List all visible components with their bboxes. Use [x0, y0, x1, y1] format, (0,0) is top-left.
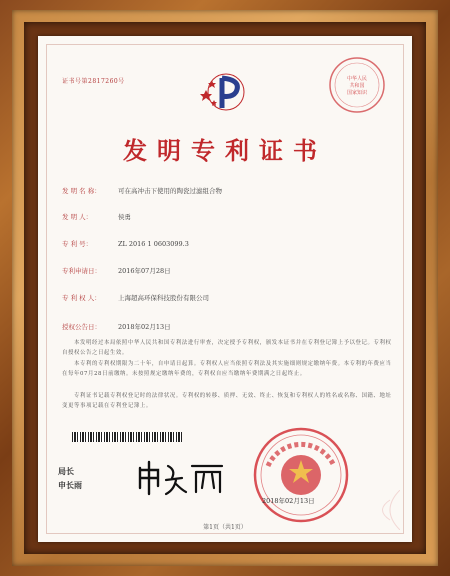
official-seal-small — [328, 56, 386, 114]
field-value: 2018年02月13日 — [118, 323, 171, 331]
field-patentee — [62, 293, 209, 302]
field-label: 授权公告日： — [62, 323, 101, 331]
handwritten-signature — [136, 458, 228, 498]
certificate-title: 发明专利证书 — [123, 136, 327, 165]
field-label: 专 利 权 人： — [62, 294, 101, 302]
field-value: 侯勇 — [118, 213, 131, 221]
field-value: 2016年07月28日 — [118, 267, 171, 275]
barcode — [72, 432, 182, 442]
field-value: 可在高冲击下使用的陶瓷过滤组合物 — [118, 187, 222, 195]
signatory-name: 申长雨 — [58, 480, 82, 490]
field-invention-name — [62, 186, 222, 195]
body-paragraph: 本专利的专利权期限为二十年，自申请日起算。专利权人应当依照专利法及其实施细则规定缴纳年费。本专利的年费应当在每年07月28日前缴纳。未按照规定缴纳年费的，专利权自应当缴纳年费期满之日起终止。 — [62, 361, 392, 377]
certificate-number: 证书号第2817260号 — [62, 78, 125, 85]
body-paragraph: 专利证书记载专利权登记时的法律状况。专利权的转移、质押、无效、终止、恢复和专利权人的姓名或名称、国籍、地址变更等事项记载在专利登记簿上。 — [62, 393, 392, 409]
field-value: 上海超高环保科技股份有限公司 — [118, 294, 209, 302]
field-value: ZL 2016 1 0603099.3 — [118, 240, 189, 248]
patent-office-logo — [196, 70, 254, 116]
field-patent-number — [62, 239, 189, 248]
issue-date: 2018年02月13日 — [262, 497, 315, 505]
field-label: 专 利 号： — [62, 240, 93, 248]
certificate-paper — [38, 36, 412, 542]
field-application-date — [62, 266, 171, 275]
page-footer: 第1页（共1页） — [203, 524, 247, 531]
signatory-title: 局长 — [58, 466, 74, 476]
field-grant-date — [62, 322, 171, 331]
body-paragraph: 本发明经过本局依照中华人民共和国专利法进行审查，决定授予专利权，颁发本证书并在专利登记簿上予以登记。专利权自授权公告之日起生效。 — [62, 340, 392, 356]
field-label: 发 明 人： — [62, 213, 93, 221]
field-label: 发 明 名 称： — [62, 187, 101, 195]
field-inventor — [62, 212, 131, 221]
corner-ornament — [360, 490, 400, 530]
official-seal-large — [252, 426, 350, 524]
svg-text:中华人民: 中华人民 — [346, 76, 368, 82]
svg-text:共和国: 共和国 — [349, 83, 365, 89]
svg-text:国家知识: 国家知识 — [346, 90, 368, 96]
field-label: 专利申请日： — [62, 267, 101, 275]
